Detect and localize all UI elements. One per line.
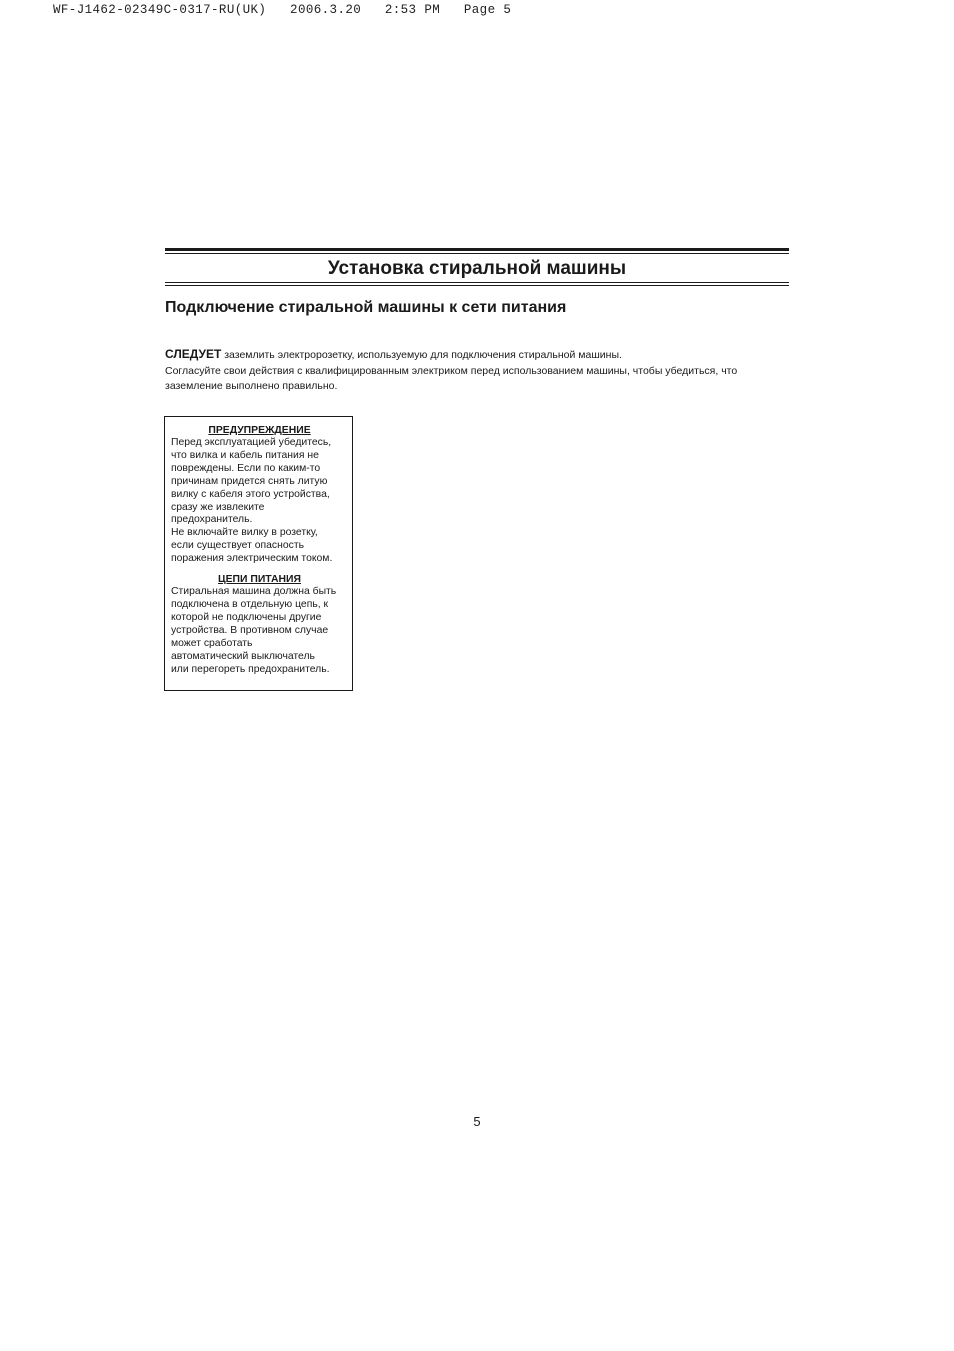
warning-line: вилку с кабеля этого устройства,	[171, 488, 330, 500]
warning-title: ПРЕДУПРЕЖДЕНИЕ	[208, 425, 311, 436]
circuit-title: ЦЕПИ ПИТАНИЯ	[218, 574, 301, 586]
intro-line-2: Согласуйте свои действия с квалифицированным электриком перед использованием машины, чтобы убедиться, что	[165, 364, 738, 377]
page-number: 5	[473, 1114, 481, 1129]
circuit-line: подключена в отдельную цепь, к	[171, 598, 329, 610]
circuit-line: которой не подключены другие	[171, 611, 322, 623]
circuit-line: Стиральная машина должна быть	[171, 586, 337, 598]
warning-line: причинам придется снять литую	[171, 475, 328, 487]
section-heading: Подключение стиральной машины к сети питания	[165, 299, 567, 316]
intro-line-1-text: заземлить электророзетку, используемую для подключения стиральной машины.	[221, 349, 622, 361]
circuit-text	[171, 586, 348, 676]
warning-line: сразу же извлеките	[171, 501, 265, 513]
title-rule-bottom-thin	[165, 285, 789, 286]
circuit-line: устройства. В противном случае	[171, 624, 329, 636]
warning-line: Перед эксплуатацией убедитесь,	[171, 437, 332, 448]
circuit-line: автоматический выключатель	[171, 650, 315, 662]
circuit-line: или перегореть предохранитель.	[171, 663, 330, 675]
warning-line: Не включайте вилку в розетку,	[171, 527, 318, 539]
intro-paragraph	[165, 347, 795, 395]
warning-text	[171, 437, 348, 566]
warning-line: если существует опасность	[171, 540, 304, 552]
circuit-line: может сработать	[171, 637, 253, 649]
title-block	[165, 248, 789, 286]
warning-line: повреждены. Если по каким-то	[171, 462, 321, 474]
intro-line-3: заземление выполнено правильно.	[165, 380, 338, 392]
warning-line: поражения электрическим током.	[171, 553, 333, 565]
warning-line: предохранитель.	[171, 514, 253, 526]
warning-line: что вилка и кабель питания не	[171, 449, 319, 461]
print-header: WF-J1462-02349C-0317-RU(UK) 2006.3.20 2:53 PM Page 5	[53, 3, 512, 17]
title-rule-top	[165, 248, 789, 251]
warning-box	[164, 416, 353, 691]
title-rule-bottom	[165, 282, 789, 283]
intro-line-1	[165, 347, 795, 364]
intro-strong-word: СЛЕДУЕТ	[165, 347, 222, 361]
page-title: Установка стиральной машины	[327, 258, 627, 279]
